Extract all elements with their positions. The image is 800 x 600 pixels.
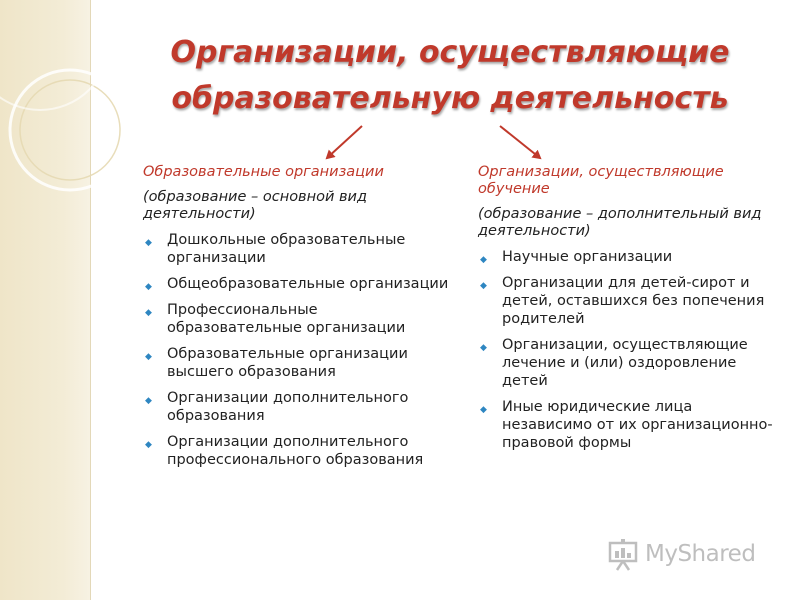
- list-item: [143, 433, 453, 469]
- list-item-text: Организации дополнительного профессионального образования: [167, 434, 424, 468]
- list-item-text: Иные юридические лица независимо от их организационно-правовой формы: [502, 399, 773, 451]
- title-line-2: образовательную деятельность: [171, 81, 729, 116]
- list-item-text: Общеобразовательные организации: [167, 276, 449, 292]
- list-item-text: Научные организации: [502, 249, 673, 265]
- list-item-text: Организации для детей-сирот и детей, оставшихся без попечения родителей: [502, 275, 765, 327]
- list-item-text: Дошкольные образовательные организации: [167, 232, 406, 266]
- right-heading: Организации, осуществляющие обучение: [478, 164, 724, 197]
- left-column: [143, 164, 453, 477]
- list-item-text: Профессиональные образовательные организации: [167, 302, 406, 336]
- presentation-board-icon: [607, 538, 641, 572]
- left-subheading: (образование – основной вид деятельности): [143, 189, 367, 222]
- list-item: [143, 231, 453, 267]
- bullet-icon: ◆: [480, 405, 487, 415]
- list-item: [143, 275, 453, 293]
- right-column: [478, 164, 778, 460]
- list-item: [478, 274, 778, 328]
- right-list: [478, 248, 778, 452]
- left-heading: Образовательные организации: [143, 164, 384, 180]
- list-item: [143, 345, 453, 381]
- right-subheading: (образование – дополнительный вид деятельности): [478, 206, 762, 239]
- list-item: [478, 248, 778, 266]
- arrow-right: [500, 126, 540, 158]
- bullet-icon: ◆: [480, 281, 487, 291]
- list-item-text: Образовательные организации высшего образования: [167, 346, 408, 380]
- bullet-icon: ◆: [480, 343, 487, 353]
- bullet-icon: ◆: [480, 255, 487, 265]
- title-line-1: Организации, осуществляющие: [170, 35, 730, 70]
- bullet-icon: ◆: [145, 352, 152, 362]
- bullet-icon: ◆: [145, 308, 152, 318]
- watermark-logo: [607, 538, 767, 572]
- bullet-icon: ◆: [145, 396, 152, 406]
- bullet-icon: ◆: [145, 238, 152, 248]
- list-item: [143, 301, 453, 337]
- left-list: [143, 231, 453, 469]
- list-item: [478, 398, 778, 452]
- list-item: [478, 336, 778, 390]
- bullet-icon: ◆: [145, 282, 152, 292]
- bullet-icon: ◆: [145, 440, 152, 450]
- arrow-left: [327, 126, 362, 158]
- list-item-text: Организации, осуществляющие лечение и (или) оздоровление детей: [502, 337, 748, 389]
- list-item: [143, 389, 453, 425]
- watermark-text: MyShared: [645, 541, 756, 567]
- list-item-text: Организации дополнительного образования: [167, 390, 409, 424]
